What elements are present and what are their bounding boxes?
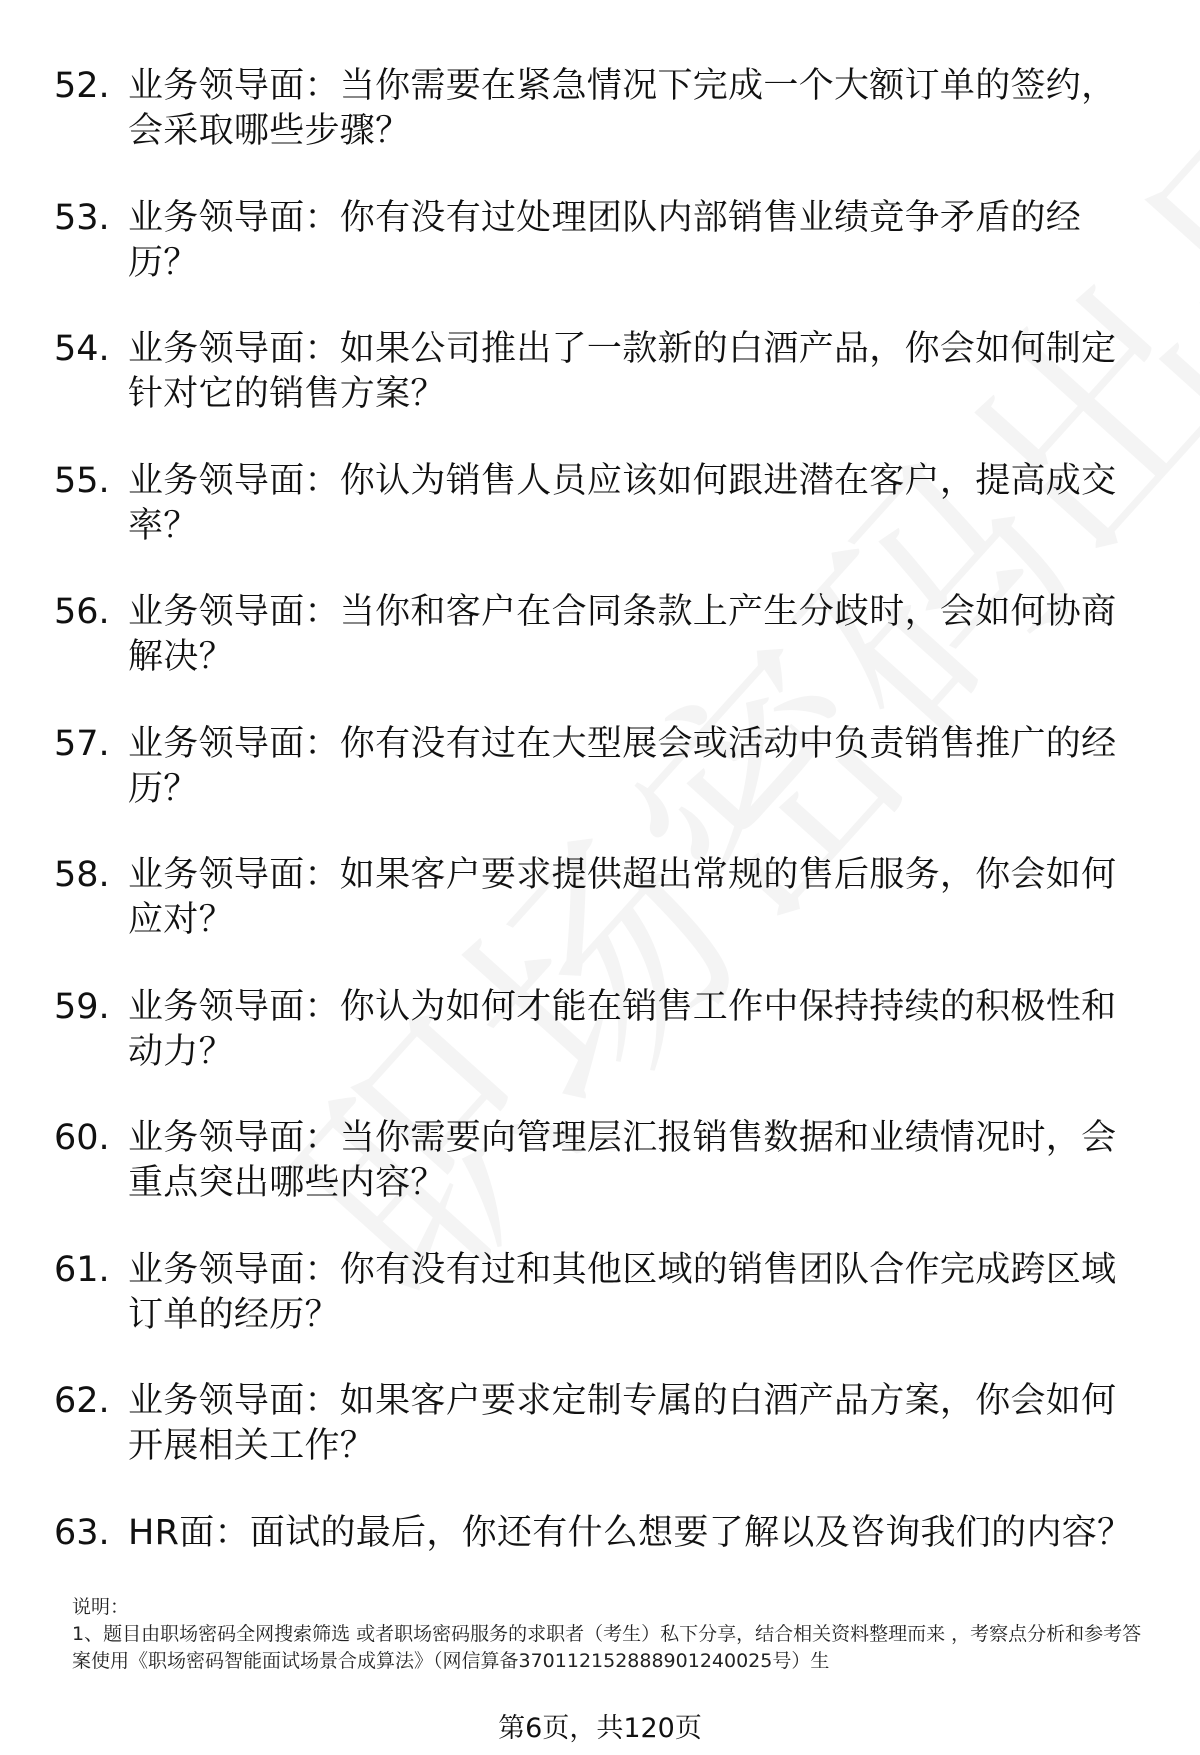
question-item-56 <box>0 578 1200 710</box>
question-text: 业务领导面：当你需要向管理层汇报销售数据和业绩情况时，会重点突出哪些内容？ <box>128 1118 1117 1203</box>
question-item-52 <box>0 52 1200 184</box>
question-item-61 <box>0 1236 1200 1368</box>
question-number: 60. <box>54 1118 110 1158</box>
question-item-55 <box>0 447 1200 579</box>
question-text: 业务领导面：如果客户要求提供超出常规的售后服务，你会如何应对？ <box>128 855 1117 940</box>
question-text: 业务领导面：你认为销售人员应该如何跟进潜在客户，提高成交率？ <box>128 460 1117 546</box>
question-text: 业务领导面：如果公司推出了一款新的白酒产品，你会如何制定针对它的销售方案？ <box>128 329 1117 414</box>
question-item-62 <box>0 1367 1200 1499</box>
question-number: 56. <box>54 592 110 632</box>
question-item-60 <box>0 1104 1200 1236</box>
question-item-59 <box>0 973 1200 1105</box>
question-number: 57. <box>54 723 110 764</box>
question-item-57 <box>0 710 1200 842</box>
question-number: 54. <box>54 329 110 369</box>
question-item-54 <box>0 315 1200 447</box>
question-text: 业务领导面：你有没有过和其他区域的销售团队合作完成跨区域订单的经历？ <box>128 1249 1117 1335</box>
question-number: 55. <box>54 460 110 501</box>
notes-line: 1、题目由职场密码全网搜索筛选 或者职场密码服务的求职者（考生）私下分享，结合相关资料整理而来 ，考察点分析和参考答案使用《职场密码智能面试场景合成算法》（网信算备370112152888901240025号）生 <box>72 1623 1142 1672</box>
notes-title: 说明： <box>72 1596 130 1618</box>
question-item-58 <box>0 841 1200 973</box>
question-number: 52. <box>54 66 110 106</box>
question-text: 业务领导面：当你需要在紧急情况下完成一个大额订单的签约，会采取哪些步骤？ <box>128 66 1117 151</box>
question-number: 62. <box>54 1381 110 1421</box>
question-text: 业务领导面：你有没有过在大型展会或活动中负责销售推广的经历？ <box>128 723 1117 809</box>
question-number: 61. <box>54 1249 110 1290</box>
question-text: HR面：面试的最后，你还有什么想要了解以及咨询我们的内容？ <box>128 1512 1133 1553</box>
question-number: 63. <box>54 1512 110 1553</box>
question-text: 业务领导面：当你和客户在合同条款上产生分歧时，会如何协商解决？ <box>128 592 1117 677</box>
page-indicator: 第6页，共120页 <box>498 1713 702 1744</box>
question-list <box>0 52 1200 1630</box>
question-item-53 <box>0 184 1200 316</box>
question-text: 业务领导面：你认为如何才能在销售工作中保持持续的积极性和动力？ <box>128 986 1117 1072</box>
notes-section <box>72 1594 1152 1675</box>
question-number: 58. <box>54 855 110 895</box>
question-text: 业务领导面：如果客户要求定制专属的白酒产品方案，你会如何开展相关工作？ <box>128 1381 1117 1466</box>
question-text: 业务领导面：你有没有过处理团队内部销售业绩竞争矛盾的经历？ <box>128 197 1082 283</box>
question-number: 59. <box>54 986 110 1027</box>
question-number: 53. <box>54 197 110 238</box>
